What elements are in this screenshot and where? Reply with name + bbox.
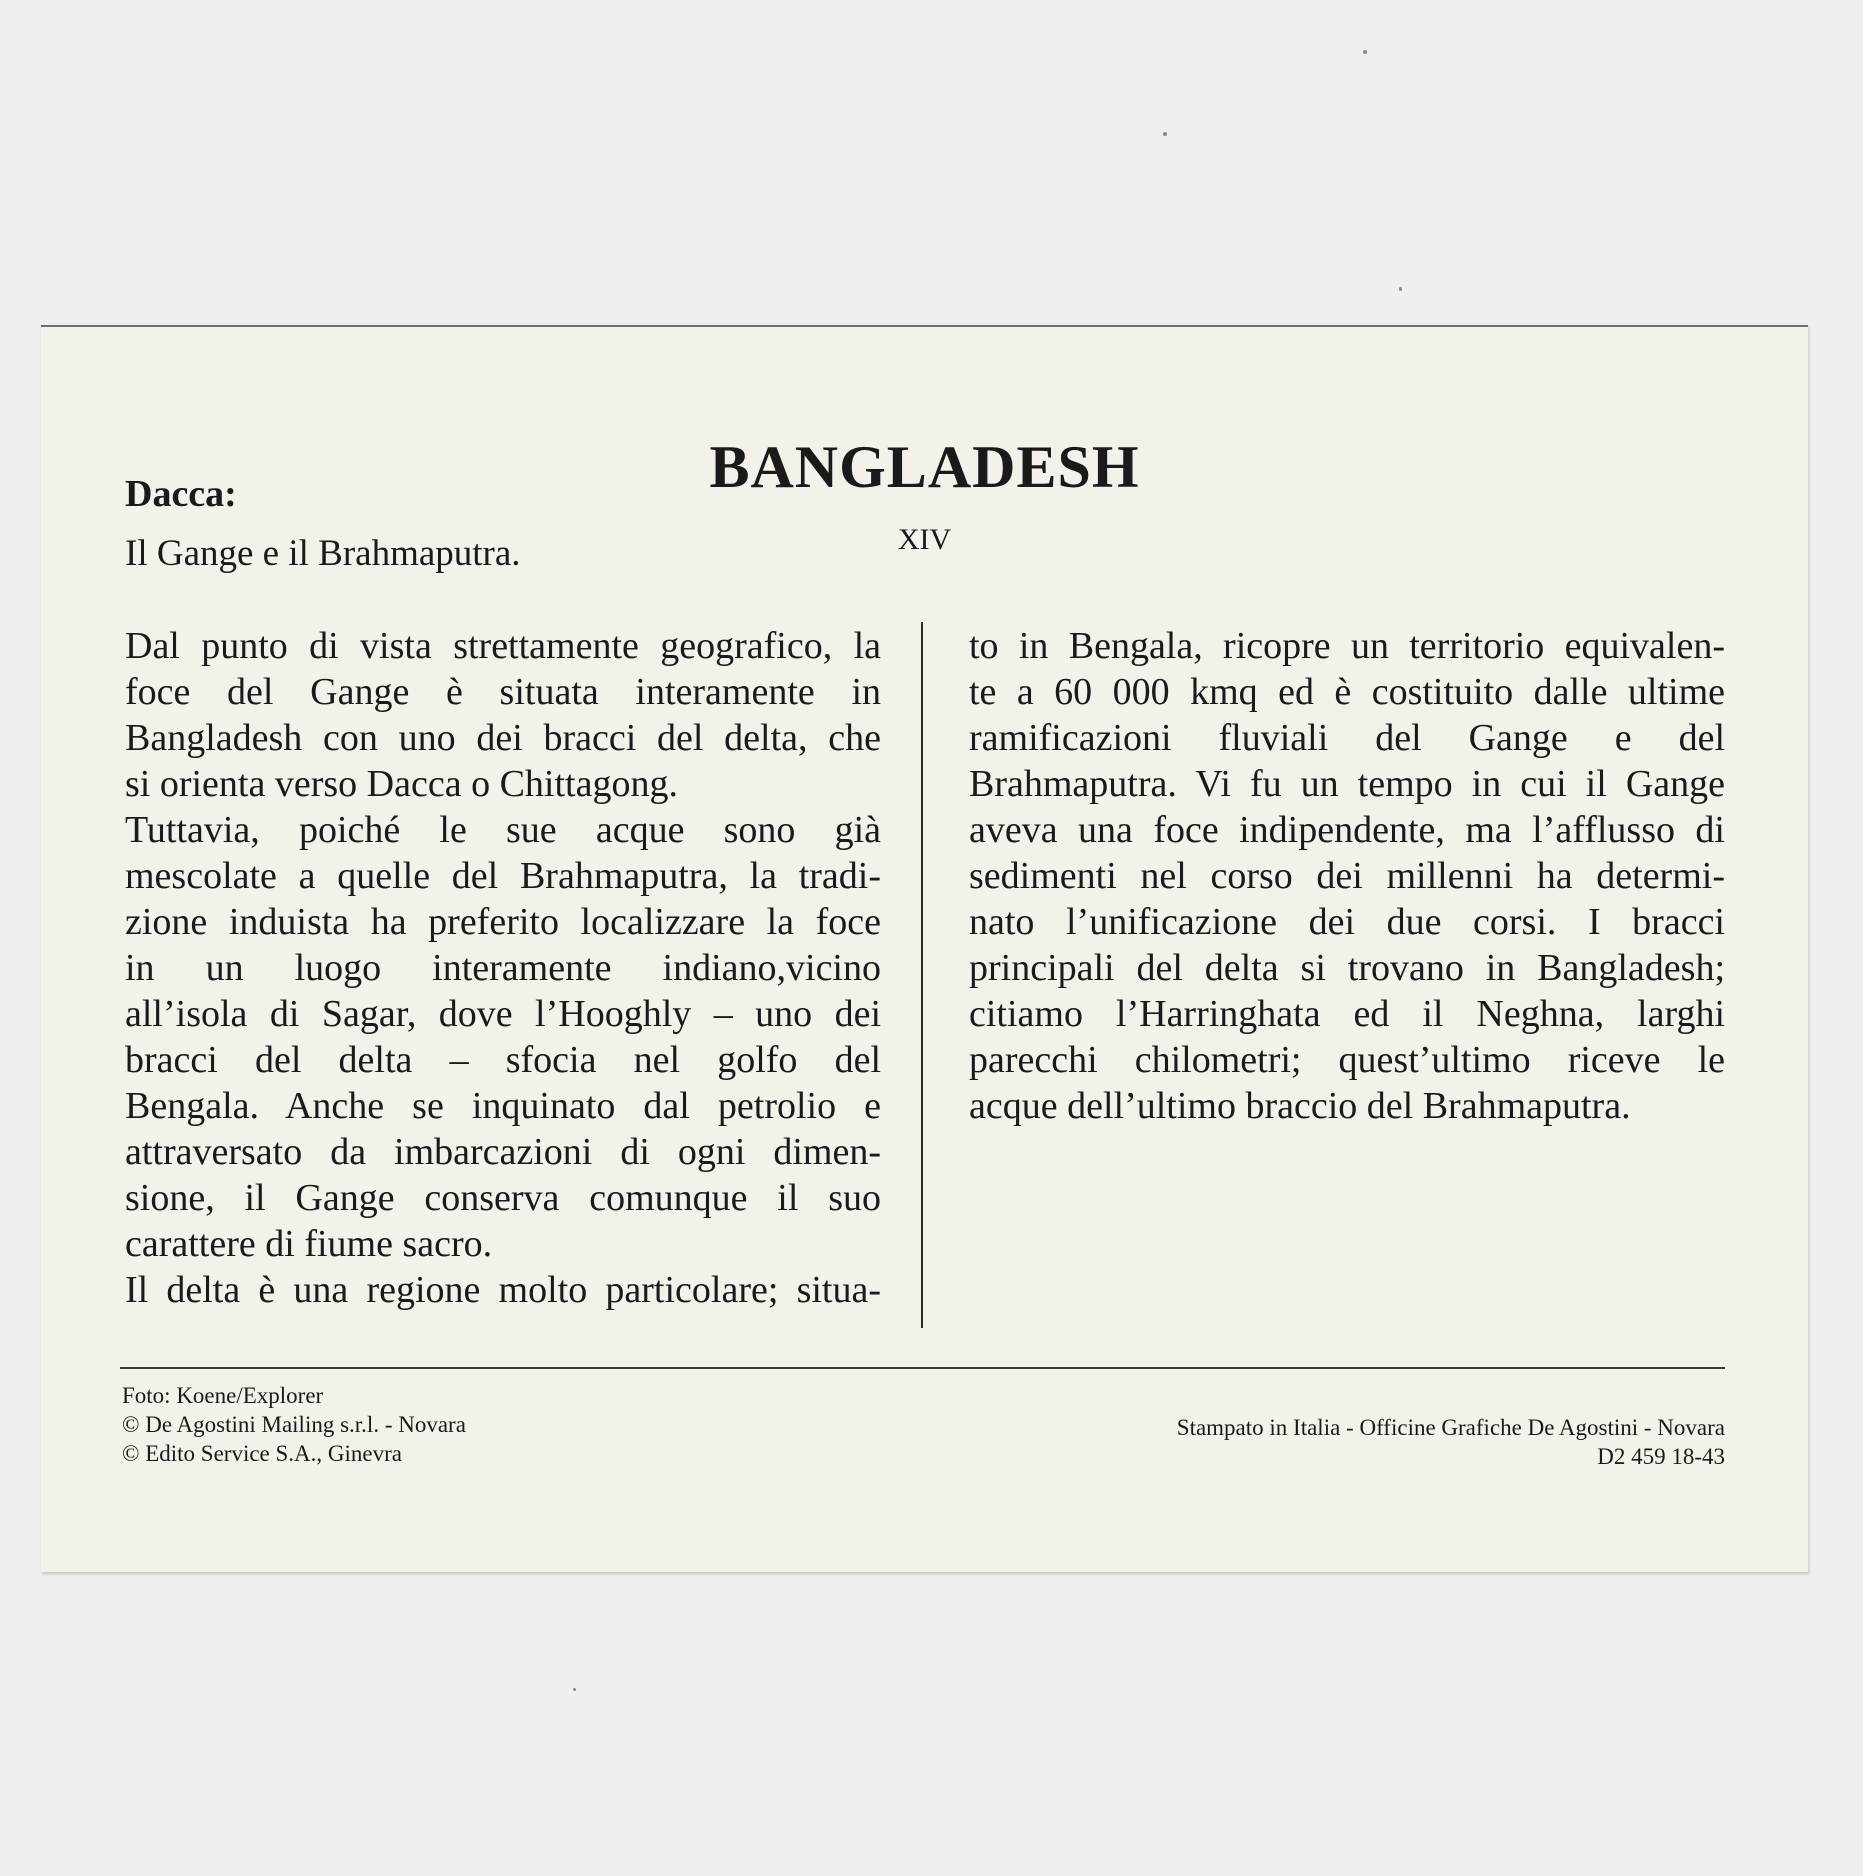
text-line: Bengala. Anche se inquinato dal petrolio e (125, 1085, 881, 1127)
text-line: aveva una foce indipendente, ma l’afflusso di (969, 809, 1725, 851)
text-line: mescolate a quelle del Brahmaputra, la tradi- (125, 855, 881, 897)
postcard-back (41, 325, 1808, 1572)
text-line: bracci del delta – sfocia nel golfo del (125, 1039, 881, 1081)
country-title: BANGLADESH (709, 434, 1140, 500)
text-line: all’isola di Sagar, dove l’Hooghly – uno dei (125, 993, 881, 1035)
printer-block (1177, 1413, 1725, 1471)
text-line: nato l’unificazione dei due corsi. I bracci (969, 901, 1725, 943)
text-line: Bangladesh con uno dei bracci del delta, che (125, 717, 881, 759)
text-line: Brahmaputra. Vi fu un tempo in cui il Gange (969, 763, 1725, 805)
text-line: parecchi chilometri; quest’ultimo riceve le (969, 1039, 1725, 1081)
copyright-line: © Edito Service S.A., Ginevra (122, 1441, 402, 1466)
series-number: XIV (897, 523, 952, 556)
printer-line: Stampato in Italia - Officine Grafiche De Agostini - Novara (1176, 1415, 1725, 1440)
text-line: si orienta verso Dacca o Chittagong. (125, 763, 678, 805)
city-heading: Dacca: (125, 473, 237, 515)
copyright-line: © De Agostini Mailing s.r.l. - Novara (122, 1412, 466, 1437)
photo-credit: Foto: Koene/Explorer (122, 1383, 324, 1408)
text-line: ramificazioni fluviali del Gange e del (969, 717, 1725, 759)
text-line: attraversato da imbarcazioni di ogni dimen- (125, 1131, 881, 1173)
text-line: Tuttavia, poiché le sue acque sono già (125, 809, 881, 851)
text-line: sedimenti nel corso dei millenni ha determi- (969, 855, 1725, 897)
speck (1399, 287, 1402, 291)
text-line: carattere di fiume sacro. (125, 1223, 493, 1265)
text-line: foce del Gange è situata interamente in (125, 671, 881, 713)
card-subtitle: Il Gange e il Brahmaputra. (125, 533, 521, 574)
speck (573, 1688, 576, 1691)
text-line: Dal punto di vista strettamente geografico, la (125, 625, 881, 667)
speck (1363, 50, 1367, 54)
text-column-left (125, 623, 881, 1313)
text-line: in un luogo interamente indiano,vicino (125, 947, 881, 989)
text-line: zione induista ha preferito localizzare la foce (125, 901, 881, 943)
speck (1163, 132, 1167, 136)
product-code: D2 459 18-43 (1597, 1444, 1725, 1469)
text-line: sione, il Gange conserva comunque il suo (125, 1177, 881, 1219)
column-divider (921, 622, 923, 1328)
text-line: acque dell’ultimo braccio del Brahmaputra. (969, 1085, 1631, 1127)
text-column-right (969, 623, 1725, 1129)
text-line: to in Bengala, ricopre un territorio equivalen- (969, 625, 1725, 667)
text-line: Il delta è una regione molto particolare; situa- (125, 1269, 881, 1311)
text-line: citiamo l’Harringhata ed il Neghna, larghi (969, 993, 1725, 1035)
credits-block (122, 1381, 466, 1468)
text-line: te a 60 000 kmq ed è costituito dalle ultime (969, 671, 1725, 713)
footer-rule (120, 1367, 1725, 1369)
text-line: principali del delta si trovano in Bangladesh; (969, 947, 1725, 989)
